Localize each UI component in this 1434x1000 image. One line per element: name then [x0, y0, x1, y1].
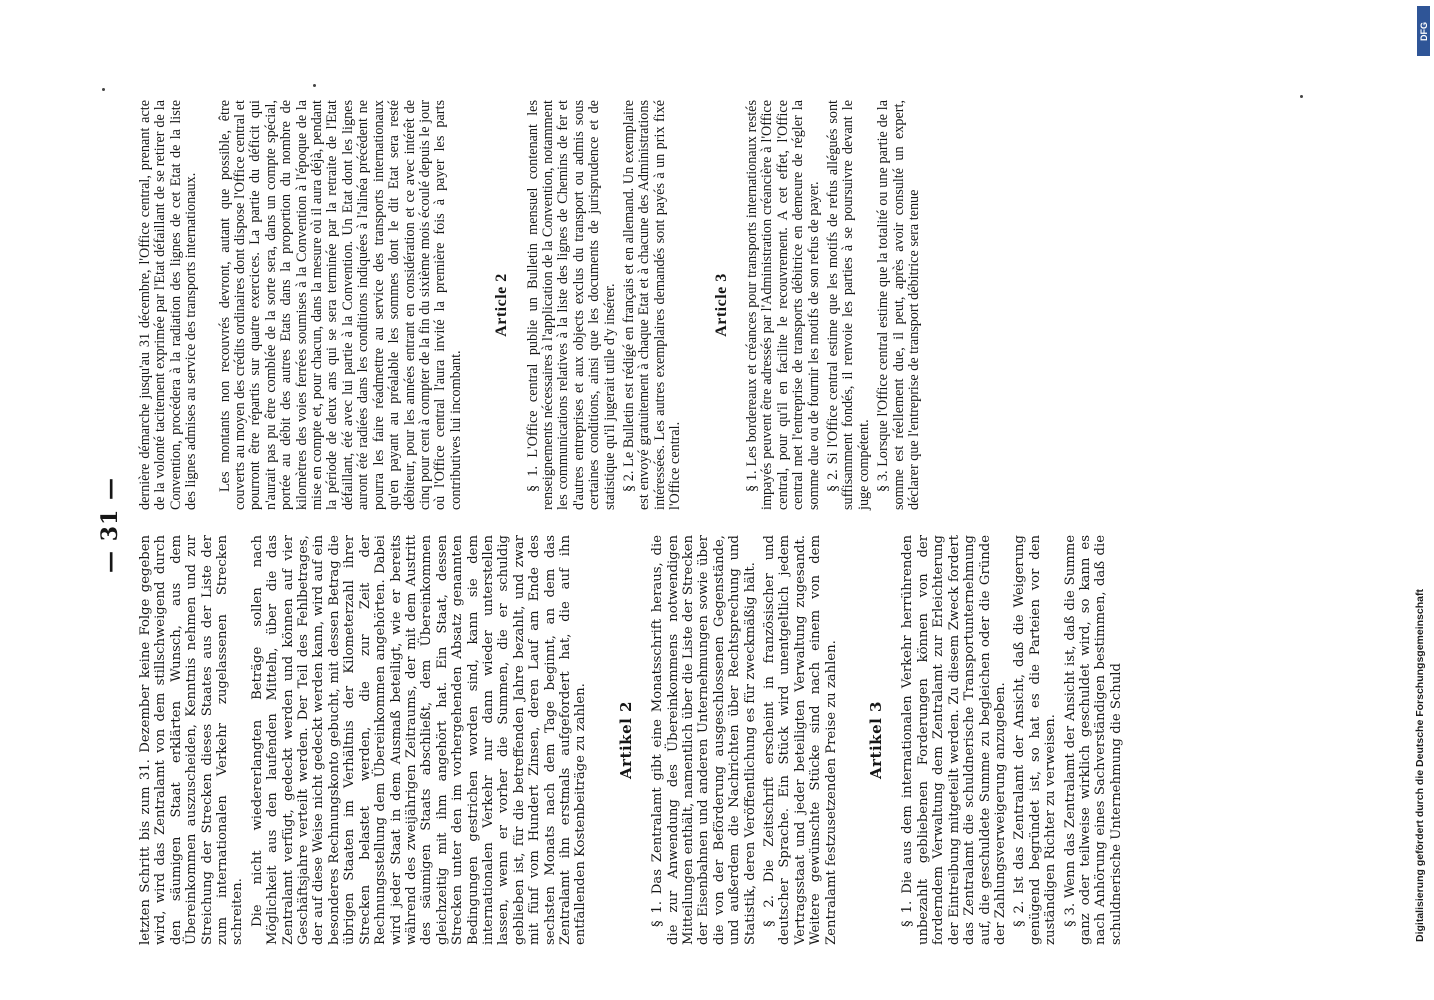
french-column [138, 100, 926, 510]
german-article-3-title: Artikel 3 [867, 701, 886, 779]
rotated-document-page [90, 95, 1400, 955]
french-article-2-title: Article 2 [493, 273, 511, 337]
french-art3-section-3: § 3. Lorsque l'Office central estime que la totalité ou une partie de la somme est réellement due, il peut, après avoir consulté un expert, déclarer que l'entreprise de transport débitrice sera tenue [875, 100, 923, 510]
german-article-2-title: Artikel 2 [616, 701, 635, 779]
german-art2-section-2: § 2. Die Zeitschrift erscheint in französischer und deutscher Sprache. Ein Stück wird unentgeltlich jedem Vertragsstaat und jeder beteiligten Verwaltung zugesandt. Weitere gewünschte Stücke sind nach einem von dem Zentralamt festzusetzenden Preise zu zahlen. [762, 535, 839, 945]
german-column [138, 535, 1128, 945]
german-art3-section-3: § 3. Wenn das Zentralamt der Ansicht ist, daß die Summe ganz oder teilweise wirklich geschuldet wird, so kann es nach Anhörung eines Sachverständigen bestimmen, daß die schuldnerische Unternehmung die Schuld [1062, 535, 1124, 945]
page-number: — 31 — [97, 477, 123, 573]
german-art3-section-1: § 1. Die aus dem internationalen Verkehr herrührenden unbezahlt gebliebenen Forderungen können von der forderndem Verwaltung dem Zentralamt zur Erleichterung der Eintreibung mitgeteilt werden. Zu diesem Zweck fordert das Zentralamt die schuldnerische Transportunternehmung auf, die geschuldete Summe zu begleichen oder die Gründe der Zahlungsverweigerung anzugeben. [900, 535, 1008, 945]
french-intro-paragraph: dernière démarche jusqu'au 31 décembre, l'Office central, prenant acte de la volonté tacitement exprimée par l'Etat défaillant de se retirer de la Convention, procédera à la radiation des lignes de cet Etat de la liste des lignes admises au service des transports internationaux. [137, 100, 200, 510]
digitization-credit: Digitalisierung gefördert durch die Deutsche Forschungsgemeinschaft [1414, 589, 1426, 942]
french-art3-section-2: § 2. Si l'Office central estime que les motifs de refus allégués sont suffisamment fondés, il renvoie les parties à se poursuivre devant le juge compétent. [825, 100, 872, 510]
french-art3-section-1: § 1. Les bordereaux et créances pour transports internationaux restés impayés peuvent être adressés par l'Administration créancière à l'Office central, pour qu'il en facilite le recouvrement. A cet effet, l'Office central met l'entreprise de transports débitrice en demeure de régler la somme due ou de fournir les motifs de son refus de payer. [744, 100, 822, 510]
dfg-logo: DFG [1417, 6, 1430, 56]
german-paragraph-2: Die nicht wiedererlangten Beträge sollen nach Möglichkeit aus den laufenden Mitteln, über die das Zentralamt verfügt, gedeckt werden und können auf vier Geschäftsjahre verteilt werden. Der Teil des Fehlbetrages, der auf diese Weise nicht gedeckt werden kann, wird auf ein besonderes Rechnungskonto gebucht, mit dessen Betrag die übrigen Staaten im Verhältnis der Kilometerzahl ihrer Strecken belastet werden, die zur Zeit der Rechnungsstellung dem Übereinkommen angehörten. Dabei wird jeder Staat in dem Ausmaß beteiligt, wie er bereits während des zweijährigen Zeitraums, der mit dem Austritt des säumigen Staats abschließt, dem Übereinkommen gleichzeitig mit ihm angehört hat. Ein Staat, dessen Strecken unter den im vorhergehenden Absatz genannten Bedingungen gestrichen worden sind, kann sie dem internationalen Verkehr nur dann wieder unterstellen lassen, wenn er vorher die Summen, die er schuldig geblieben ist, für die betreffenden Jahre bezahlt, und zwar mit fünf vom Hundert Zinsen, deren Lauf am Ende des sechsten Monats nach dem Tage beginnt, an dem das Zentralamt ihn erstmals aufgefordert hat, die auf ihn entfallenden Kostenbeiträge zu zahlen. [249, 535, 589, 945]
german-art3-section-2: § 2. Ist das Zentralamt der Ansicht, daß die Weigerung genügend begründet ist, so hat es die Parteien vor den zuständigen Richter zu verweisen. [1012, 535, 1059, 945]
german-art2-section-1: § 1. Das Zentralamt gibt eine Monatsschrift heraus, die die zur Anwendung des Übereinkommens notwendigen Mitteilungen enthält, namentlich über die Liste der Strecken der Eisenbahnen und anderen Unternehmungen sowie über die von der Beförderung ausgeschlossenen Gegenstände, und außerdem die Nachrichten über Rechtsprechung und Statistik, deren Veröffentlichung es für zweckmäßig hält. [650, 535, 758, 945]
french-art2-section-1: § 1. L'Office central publie un Bulletin mensuel contenant les renseignements nécessaires à l'application de la Convention, notamment les communications relatives à la liste des lignes de Chemins de fer et d'autres entreprises et aux objects exclus du transport ou admis sous certaines conditions, ainsi que les documents de jurisprudence et de statistique qu'il jugerait utile d'y insérer. [524, 100, 618, 510]
scan-speck [1300, 95, 1303, 98]
scan-speck [102, 88, 105, 91]
french-art2-section-2: § 2. Le Bulletin est rédigé en français et en allemand. Un exemplaire est envoyé gratuitement à chaque Etat et à chacune des Administrations intéressées. Les autres exemplaires demandés sont payés à un prix fixé l'Office central. [620, 100, 684, 510]
scan-speck [313, 84, 316, 87]
french-article-3-title: Article 3 [712, 273, 730, 337]
german-intro-paragraph: letzten Schritt bis zum 31. Dezember keine Folge gegeben wird, wird das Zentralamt von dem stillschweigend durch den säumigen Staat erklärten Wunsch, aus dem Übereinkommen auszuscheiden, Kenntnis nehmen und zur Streichung der Strecken dieses Staates aus der Liste der zum internationalen Verkehr zugelassenen Strecken schreiten. [138, 535, 246, 945]
french-paragraph-2: Les montants non recouvrés devront, autant que possible, être couverts au moyen des crédits ordinaires dont dispose l'Office central et pourront être répartis sur quatre exercices. La partie du déficit qui n'aurait pas pu être comblée de la sorte sera, dans un compte spécial, portée au débit des autres Etats dans la proportion du nombre de kilomètres des voies ferrées soumises à la Convention à l'époque de la mise en compte et, pour chacun, dans la mesure où il aura déjà, pendant la période de deux ans qui se sera terminée par la retraite de l'Etat défaillant, été avec lui partie à la Convention. Un Etat dont les lignes auront été radiées dans les conditions indiquées à l'alinéa précédent ne pourra les faire réadmettre au service des transports internationaux qu'en payant au préalable les sommes dont le dit Etat sera resté débiteur, pour les années entrant en considération et ce avec intérêt de cinq pour cent à compter de la fin du sixième mois écoulé depuis le jour où l'Office central l'aura invité la première fois à payer les parts contributives lui incombant. [216, 100, 464, 510]
